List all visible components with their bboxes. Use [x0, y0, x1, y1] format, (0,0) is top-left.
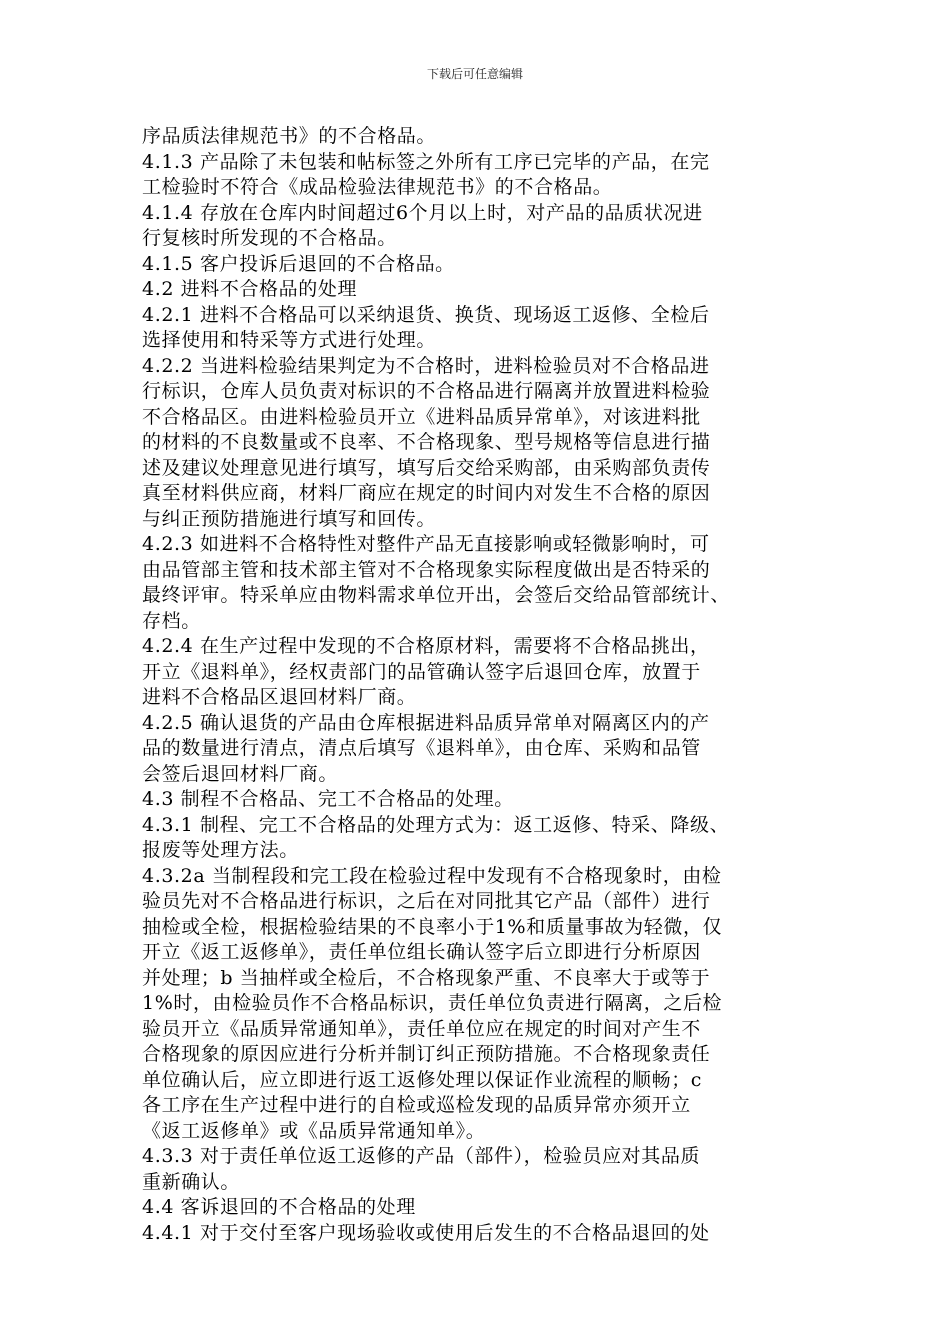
- text-line: 述及建议处理意见进行填写，填写后交给采购部，由采购部负责传: [142, 456, 711, 479]
- page-header: 下载后可任意编辑: [426, 67, 523, 81]
- text-line: 重新确认。: [142, 1170, 241, 1193]
- text-line: 4.4.1 对于交付至客户现场验收或使用后发生的不合格品退回的处: [142, 1221, 710, 1244]
- section-heading: 4.2 进料不合格品的处理: [142, 278, 358, 300]
- text-line: 由品管部主管和技术部主管对不合格现象实际程度做出是否特采的: [142, 558, 711, 581]
- text-line: 报废等处理方法。: [142, 839, 299, 861]
- text-line: 选择使用和特采等方式进行处理。: [142, 329, 437, 351]
- text-line: 4.1.3 产品除了未包装和帖标签之外所有工序已完毕的产品，在完: [142, 150, 710, 173]
- text-line: 不合格品区。由进料检验员开立《进料品质异常单》，对该进料批: [142, 405, 701, 428]
- text-line: 4.2.4 在生产过程中发现的不合格原材料，需要将不合格品挑出，: [142, 635, 710, 657]
- text-line: 进料不合格品区退回材料厂商。: [142, 686, 417, 708]
- text-line: 1%时，由检验员作不合格品标识，责任单位负责进行隔离，之后检: [142, 992, 723, 1014]
- text-line: 合格现象的原因应进行分析并制订纠正预防措施。不合格现象责任: [142, 1043, 711, 1065]
- section-heading: 4.4 客诉退回的不合格品的处理: [142, 1196, 416, 1218]
- text-line: 最终评审。特采单应由物料需求单位开出，会签后交给品管部统计、: [142, 584, 731, 606]
- text-line: 4.3.3 对于责任单位返工返修的产品（部件），检验员应对其品质: [142, 1145, 701, 1167]
- text-line: 序品质法律规范书》的不合格品。: [142, 125, 437, 147]
- text-line: 工检验时不符合《成品检验法律规范书》的不合格品。: [142, 176, 613, 198]
- text-line: 4.3.2a 当制程段和完工段在检验过程中发现有不合格现象时，由检: [142, 864, 722, 887]
- text-line: 4.2.5 确认退货的产品由仓库根据进料品质异常单对隔离区内的产: [142, 711, 710, 734]
- text-line: 真至材料供应商，材料厂商应在规定的时间内对发生不合格的原因: [142, 482, 711, 504]
- text-line: 4.1.5 客户投诉后退回的不合格品。: [142, 252, 455, 275]
- text-line: 4.2.2 当进料检验结果判定为不合格时，进料检验员对不合格品进: [142, 354, 710, 377]
- text-line: 单位确认后，应立即进行返工返修处理以保证作业流程的顺畅；c: [142, 1068, 703, 1091]
- text-line: 抽检或全检，根据检验结果的不良率小于1%和质量事故为轻微，仅: [142, 915, 723, 938]
- text-line: 行复核时所发现的不合格品。: [142, 227, 397, 249]
- section-heading: 4.3 制程不合格品、完工不合格品的处理。: [142, 788, 514, 810]
- text-line: 的材料的不良数量或不良率、不合格现象、型号规格等信息进行描: [142, 431, 711, 453]
- text-line: 存档。: [142, 609, 201, 632]
- text-line: 品的数量进行清点，清点后填写《退料单》，由仓库、采购和品管: [142, 737, 701, 759]
- text-line: 与纠正预防措施进行填写和回传。: [142, 507, 437, 530]
- text-line: 4.2.1 进料不合格品可以采纳退货、换货、现场返工返修、全检后: [142, 303, 710, 326]
- text-line: 开立《退料单》，经权责部门的品管确认签字后退回仓库，放置于: [142, 660, 701, 683]
- text-line: 4.2.3 如进料不合格特性对整件产品无直接影响或轻微影响时，可: [142, 533, 710, 555]
- text-line: 验员开立《品质异常通知单》，责任单位应在规定的时间对产生不: [142, 1017, 701, 1040]
- text-line: 会签后退回材料厂商。: [142, 762, 339, 785]
- text-line: 4.3.1 制程、完工不合格品的处理方式为：返工返修、特采、降级、: [142, 813, 730, 836]
- document-body: [142, 124, 810, 1246]
- text-line: 4.1.4 存放在仓库内时间超过6个月以上时，对产品的品质状况进: [142, 201, 703, 224]
- text-line: 验员先对不合格品进行标识，之后在对同批其它产品（部件）进行: [142, 890, 711, 912]
- text-line: 开立《返工返修单》，责任单位组长确认签字后立即进行分析原因: [142, 941, 701, 963]
- text-line: 《返工返修单》或《品质异常通知单》。: [142, 1119, 486, 1142]
- text-line: 各工序在生产过程中进行的自检或巡检发现的品质异常亦须开立: [142, 1094, 691, 1116]
- text-line: 并处理；b 当抽样或全检后，不合格现象严重、不良率大于或等于: [142, 966, 711, 989]
- text-line: 行标识，仓库人员负责对标识的不合格品进行隔离并放置进料检验: [142, 380, 711, 402]
